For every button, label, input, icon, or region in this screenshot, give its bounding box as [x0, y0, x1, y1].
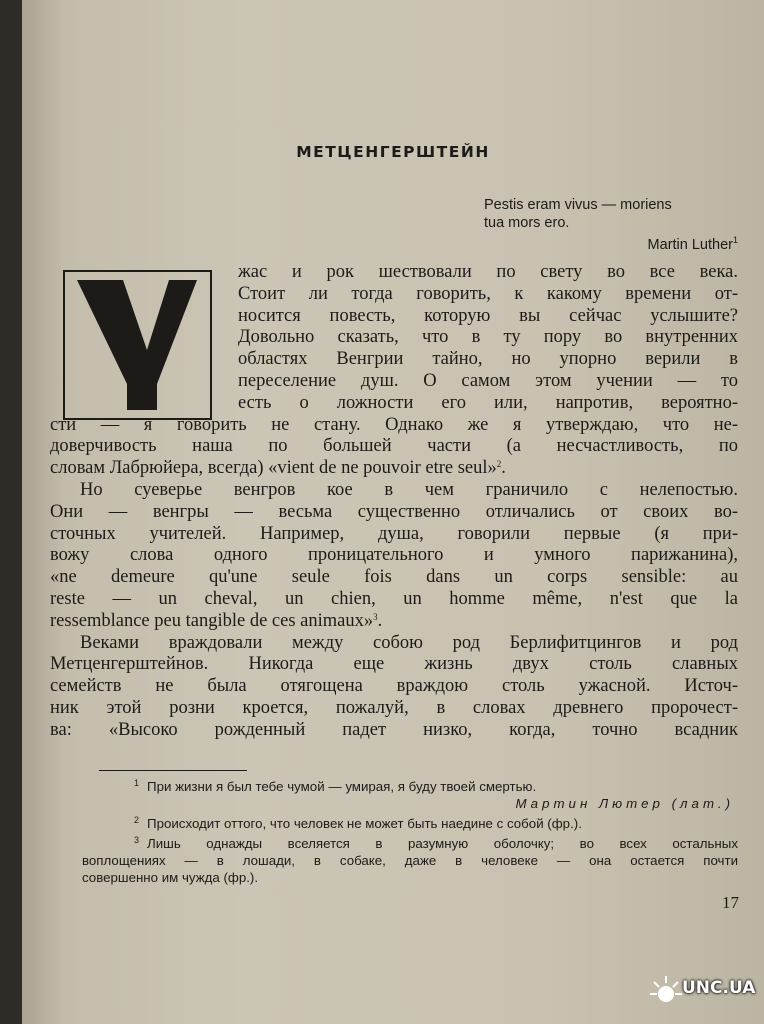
watermark [648, 968, 760, 1012]
text-line: Довольно сказать, что в ту пору во внутренних [238, 327, 738, 348]
footnotes [82, 775, 738, 886]
footnote-ref: 3 [373, 611, 378, 622]
footnote-1: $^1$ При жизни я был тебе чумой — умирая, я буду твоей смертью. [134, 778, 537, 794]
sun-logo-icon [648, 972, 684, 1008]
footnote-divider [99, 770, 247, 771]
text-line: сти — я говорить не стану. Однако же я утверждаю, что не- [50, 414, 738, 435]
footnote-1-author: Мартин Лютер (лат.) [515, 796, 734, 811]
chapter-title: МЕТЦЕНГЕРШТЕЙН [296, 143, 490, 161]
epigraph-line: Pestis eram vivus — moriens [484, 197, 672, 213]
footnote-3: $^3$ Лишь однажды вселяется в разумную оболочку; во всех остальных [134, 835, 738, 851]
text-line: Но суеверье венгров кое в чем граничило с нелепостью. [80, 479, 738, 500]
footnote-2: $^2$ Происходит оттого, что человек не может быть наедине с собой (фр.). [134, 815, 582, 831]
epigraph [484, 196, 764, 254]
text-line: Веками враждовали между собою род Берлифитцингов и род [80, 632, 738, 653]
text-line: областях Венгрии тайно, но упорно верили в [238, 349, 738, 370]
text-line: ник этой розни кроется, пожалуй, в словах древнего пророчест- [50, 697, 738, 718]
text-line: сточных учителей. Например, душа, говорили первые (я при- [50, 523, 738, 544]
text-line: «ne demeure qu'une seule fois dans un corps sensible: au [50, 567, 738, 588]
dropcap-letter: У [65, 272, 66, 273]
text-line: reste — un cheval, un chien, un homme même, n'est que la [50, 588, 738, 609]
text-line: Они — венгры — весьма существенно отличались от своих во- [50, 501, 738, 522]
footnote-3-line: совершенно им чужда (фр.). [82, 870, 259, 885]
epigraph-author: Martin Luther$^1$ [647, 235, 738, 253]
epigraph-line: tua mors ero. [484, 215, 570, 231]
footnote-ref: 2 [496, 459, 502, 470]
watermark-text: UNC.UA [682, 978, 756, 998]
book-page [22, 0, 764, 1024]
text-line: семейств не была отягощена враждою столь ужасной. Источ- [50, 676, 738, 697]
text-line: доверчивость наша по большей части (а несчастливость, по [50, 436, 738, 457]
text-line: переселение душ. О самом этом учении — то [238, 370, 738, 391]
text-line: есть о ложности его или, напротив, вероятно- [238, 392, 738, 413]
text-line: носится повесть, которую вы сейчас услышите? [238, 305, 738, 326]
body-text [50, 262, 738, 742]
text-line: ressemblance peu tangible de ces animaux»$^3$. [50, 610, 383, 631]
text-line: Стоит ли тогда говорить, к какому времени от- [238, 283, 738, 304]
footnote-3-line: воплощениях — в лошади, в собаке, даже в человеке — она остается почти [82, 853, 738, 868]
text-line: словам Лабрюйера, всегда) «vient de ne pouvoir etre seul»$^2$. [50, 458, 506, 479]
text-line: вожу слова одного проницательного и умного парижанина), [50, 545, 738, 566]
text-line: жас и рок шествовали по свету во все века. [238, 262, 738, 282]
text-line: Метценгерштейнов. Никогда еще жизнь двух столь славных [50, 654, 738, 675]
page-number: 17 [722, 893, 739, 912]
text-line: ва: «Высоко рожденный падет низко, когда, точно всадник [50, 719, 738, 740]
